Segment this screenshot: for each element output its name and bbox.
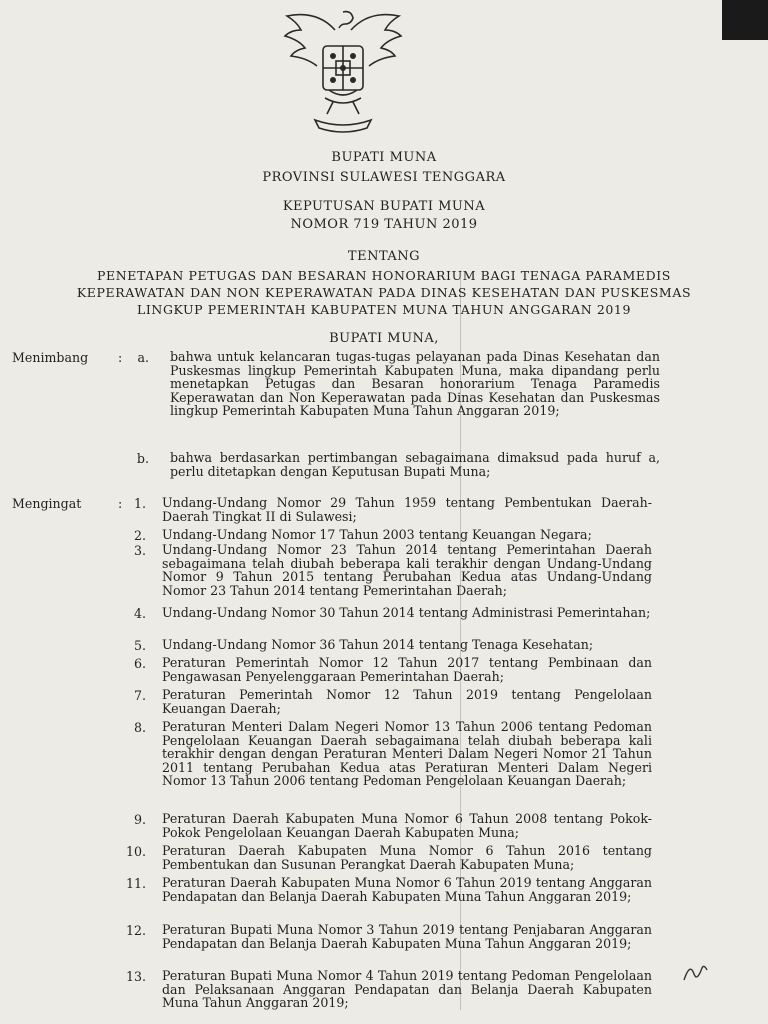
- mengingat-item-text: Undang-Undang Nomor 30 Tahun 2014 tentang Administrasi Pemerintahan;: [162, 605, 651, 620]
- header-tentang: TENTANG: [347, 249, 421, 264]
- menimbang-item-text: bahwa berdasarkan pertimbangan sebagaimana dimaksud pada huruf a, perlu ditetapkan dengan Keputusan Bupati Muna;: [170, 450, 660, 479]
- menimbang-label: Menimbang: [12, 350, 89, 365]
- header-keputusan: KEPUTUSAN BUPATI MUNA: [282, 199, 486, 214]
- mengingat-item-text: Peraturan Pemerintah Nomor 12 Tahun 2019 tentang Pengelolaan Keuangan Daerah;: [162, 687, 652, 716]
- mengingat-item-number: 3.: [133, 543, 146, 558]
- mengingat-item-text: Peraturan Daerah Kabupaten Muna Nomor 6 Tahun 2019 tentang Anggaran Pendapatan dan Belanja Daerah Kabupaten Muna Tahun Anggaran 2019;: [162, 875, 652, 904]
- mengingat-item-number: 9.: [133, 812, 146, 827]
- mengingat-item-number: 4.: [133, 606, 146, 621]
- menimbang-item-number: a.: [137, 350, 149, 365]
- mengingat-item-number: 2.: [133, 528, 146, 543]
- mengingat-item-text: Undang-Undang Nomor 23 Tahun 2014 tentang Pemerintahan Daerah sebagaimana telah diubah beberapa kali terakhir dengan Undang-Undang Nomor 9 Tahun 2015 tentang Perubahan Kedua atas Undang-Undang Nomor 23 Tahun 2014 tentang Pemerintahan Daerah;: [162, 542, 652, 598]
- header-nomor: NOMOR 719 TAHUN 2019: [290, 217, 478, 232]
- mengingat-item-number: 7.: [133, 688, 146, 703]
- mengingat-item-text: Peraturan Menteri Dalam Negeri Nomor 13 Tahun 2006 tentang Pedoman Pengelolaan Keuangan Daerah sebagaimana telah diubah beberapa kali terakhir dengan dengan Peraturan Menteri Dalam Negeri Nomor 21 Tahun 2011 tentang Perubahan Kedua atas Peraturan Menteri Dalam Negeri Nomor 13 Tahun 2006 tentang Pedoman Pengelolaan Keuangan Daerah;: [162, 719, 652, 789]
- mengingat-item-text: Peraturan Daerah Kabupaten Muna Nomor 6 Tahun 2016 tentang Pembentukan dan Susunan Perangkat Daerah Kabupaten Muna;: [162, 843, 652, 872]
- mengingat-item-text: Peraturan Daerah Kabupaten Muna Nomor 6 Tahun 2008 tentang Pokok-Pokok Pengelolaan Keuangan Daerah Kabupaten Muna;: [162, 811, 652, 840]
- mengingat-item-number: 13.: [125, 969, 146, 984]
- mengingat-item-text: Peraturan Pemerintah Nomor 12 Tahun 2017 tentang Pembinaan dan Pengawasan Penyelenggaraan Pemerintahan Daerah;: [162, 655, 652, 684]
- mengingat-item-text: Undang-Undang Nomor 36 Tahun 2014 tentang Tenaga Kesehatan;: [162, 637, 594, 652]
- title-line-2: KEPERAWATAN DAN NON KEPERAWATAN PADA DINAS KESEHATAN DAN PUSKESMAS: [76, 285, 692, 300]
- garuda-emblem-icon: [275, 2, 411, 138]
- menimbang-colon: :: [118, 350, 123, 365]
- paraf-signature-icon: [680, 958, 710, 988]
- mengingat-label: Mengingat: [12, 496, 82, 511]
- mengingat-item-number: 5.: [133, 638, 146, 653]
- mengingat-item-number: 10.: [125, 844, 146, 859]
- mengingat-colon: :: [118, 496, 123, 511]
- header-provinsi: PROVINSI SULAWESI TENGGARA: [262, 170, 506, 185]
- mengingat-item-number: 1.: [133, 496, 146, 511]
- menimbang-item-text: bahwa untuk kelancaran tugas-tugas pelayanan pada Dinas Kesehatan dan Puskesmas lingkup Pemerintah Kabupaten Muna, maka dipandang perlu menetapkan Petugas dan Besaran honorarium Tenaga Paramedis Keperawatan dan Non Keperawatan pada Dinas Kesehatan dan Puskesmas lingkup Pemerintah Kabupaten Muna Tahun Anggaran 2019;: [170, 349, 660, 419]
- title-line-3: LINGKUP PEMERINTAH KABUPATEN MUNA TAHUN ANGGARAN 2019: [136, 302, 632, 317]
- mengingat-item-text: Undang-Undang Nomor 29 Tahun 1959 tentang Pembentukan Daerah-Daerah Tingkat II di Sulawesi;: [162, 495, 652, 524]
- mengingat-item-number: 11.: [125, 876, 146, 891]
- mengingat-item-number: 6.: [133, 656, 146, 671]
- mengingat-item-number: 12.: [125, 923, 146, 938]
- mengingat-item-text: Peraturan Bupati Muna Nomor 4 Tahun 2019 tentang Pedoman Pengelolaan dan Pelaksanaan Anggaran Pendapatan dan Belanja Daerah Kabupaten Muna Tahun Anggaran 2019;: [162, 968, 652, 1011]
- header-bupati: BUPATI MUNA: [331, 150, 437, 165]
- header-bupati-muna: BUPATI MUNA,: [329, 331, 439, 346]
- mengingat-item-text: Undang-Undang Nomor 17 Tahun 2003 tentang Keuangan Negara;: [162, 527, 592, 542]
- title-line-1: PENETAPAN PETUGAS DAN BESARAN HONORARIUM BAGI TENAGA PARAMEDIS: [97, 268, 671, 283]
- mengingat-item-number: 8.: [133, 720, 146, 735]
- mengingat-item-text: Peraturan Bupati Muna Nomor 3 Tahun 2019 tentang Penjabaran Anggaran Pendapatan dan Belanja Daerah Kabupaten Muna Tahun Anggaran 2019;: [162, 922, 652, 951]
- scan-edge-shadow: [722, 0, 768, 40]
- menimbang-item-number: b.: [136, 451, 149, 466]
